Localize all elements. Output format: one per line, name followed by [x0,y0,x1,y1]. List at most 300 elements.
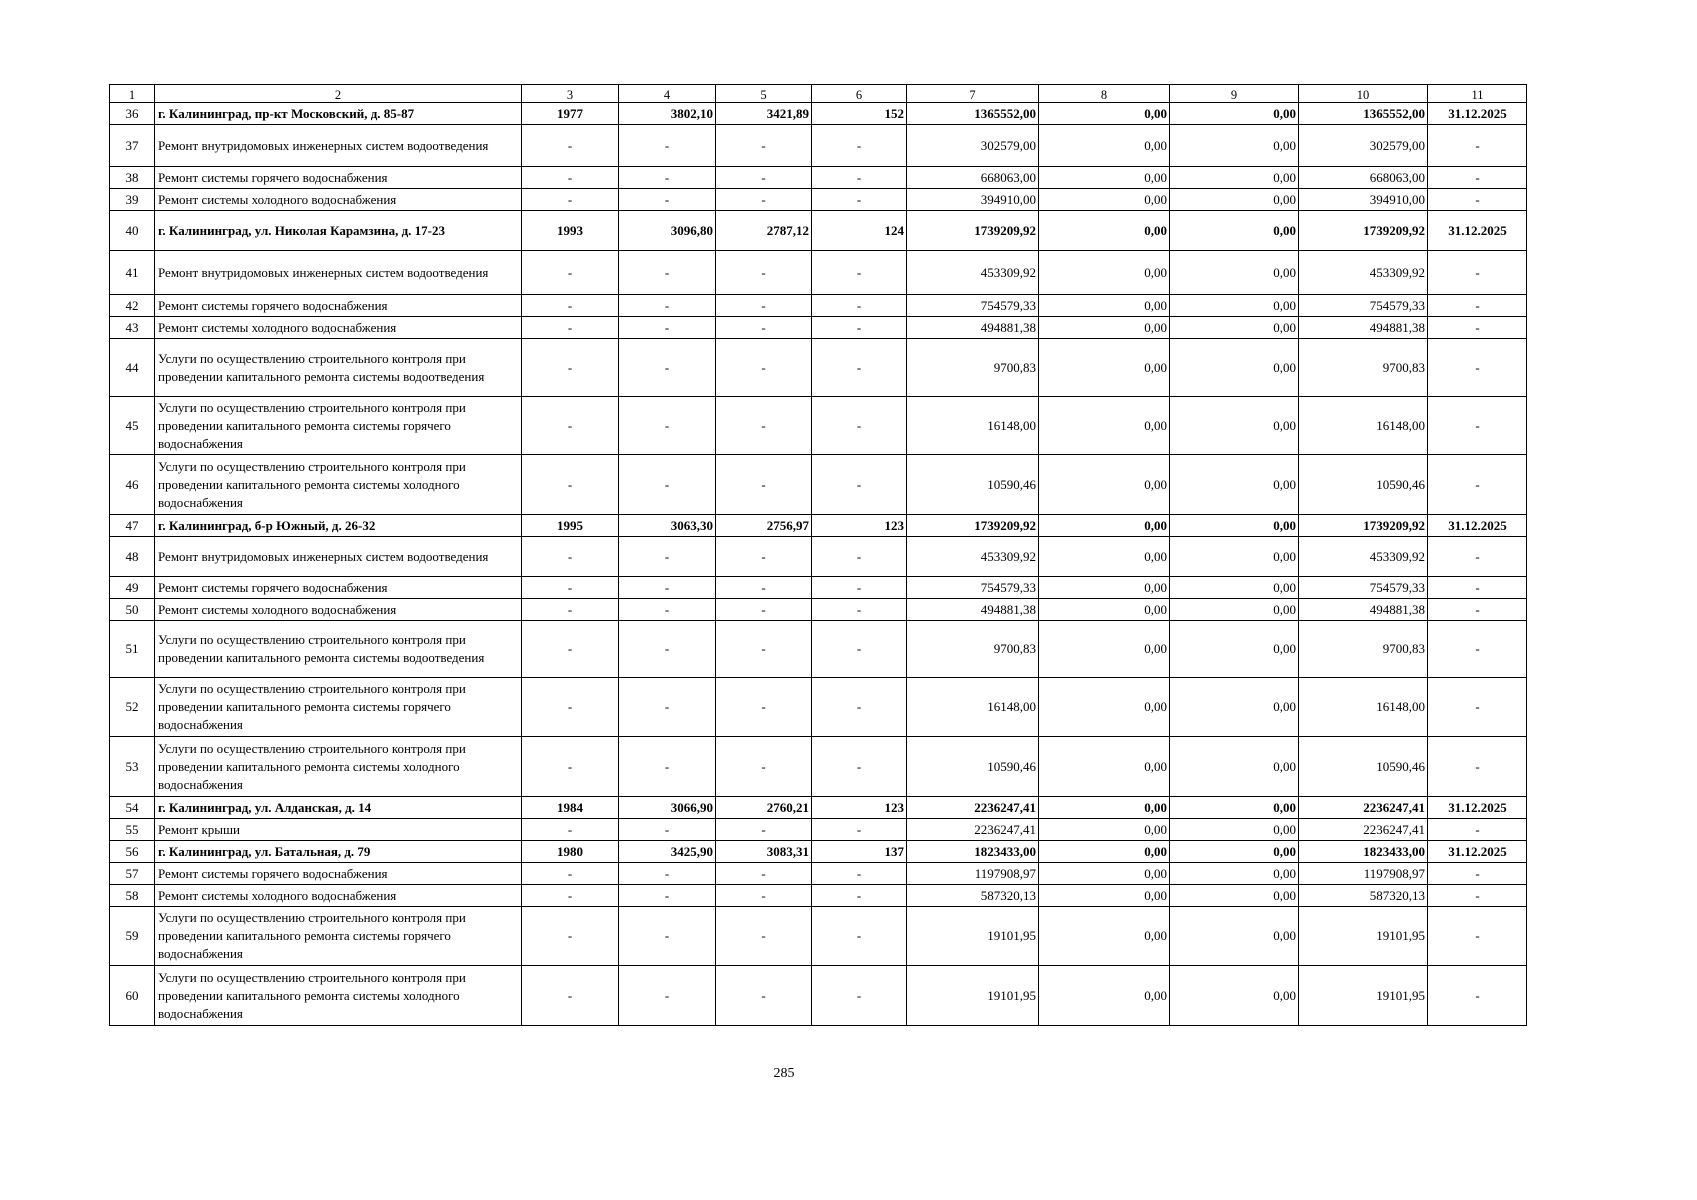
work-description-cell [154,884,521,906]
deadline-cell [1427,188,1527,210]
row-number-cell [109,818,154,840]
header-col-2-text: 2 [334,88,342,102]
header-col-8-text: 8 [1100,88,1108,102]
fund-a-cell-text: 0,00 [1144,548,1167,564]
fund-b-cell [1169,620,1298,677]
year-cell [521,536,618,576]
area-living-cell [715,124,811,166]
area-total-cell-text: - [664,821,670,837]
work-description-cell-text: Услуги по осуществлению строительного контроля при проведении капитального ремонта системы горячего водоснабжения [158,681,466,732]
area-living-cell-text: - [761,987,766,1003]
row-number-cell [109,102,154,124]
residents-cell-text: 124 [884,222,904,238]
year-cell [521,166,618,188]
work-description-cell [154,294,521,316]
fund-c-cell-text: 302579,00 [1369,137,1425,153]
row-number-cell [109,514,154,536]
fund-c-cell-text: 754579,33 [1369,297,1425,313]
cost-total-cell-text: 302579,00 [980,137,1036,153]
row-number-cell-text: 59 [125,928,139,943]
deadline-cell-text: - [1475,137,1480,153]
row-number-cell [109,796,154,818]
area-living-cell [715,166,811,188]
residents-cell-text: - [856,137,862,153]
row-number-cell-text: 44 [125,359,139,375]
area-living-cell-text: - [761,417,766,433]
row-number-cell [109,316,154,338]
cost-total-cell [906,514,1038,536]
cost-total-cell [906,316,1038,338]
residents-cell [811,796,906,818]
year-cell-text: 1977 [557,105,583,121]
work-description-cell [154,736,521,796]
row-number-cell-text: 38 [125,169,139,185]
work-description-cell [154,102,521,124]
fund-c-cell [1298,250,1427,294]
cost-total-cell-text: 9700,83 [993,641,1036,656]
deadline-cell [1427,906,1527,965]
year-cell-text: - [567,264,573,280]
fund-b-cell [1169,576,1298,598]
area-total-cell-text: - [664,137,670,153]
residents-cell [811,620,906,677]
area-total-cell-text: 3066,90 [670,799,713,815]
area-total-cell [618,620,715,677]
fund-b-cell [1169,862,1298,884]
fund-b-cell-text: 0,00 [1273,928,1296,943]
row-number-cell [109,166,154,188]
row-number-cell-text: 41 [125,264,139,280]
cost-total-cell-text: 1365552,00 [974,105,1036,121]
work-description-cell-text: Ремонт внутридомовых инженерных систем водоотведения [158,264,489,280]
deadline-cell-text: - [1475,699,1480,714]
deadline-cell-text: - [1475,548,1480,564]
area-total-cell [618,862,715,884]
cost-total-cell-text: 10590,46 [987,476,1036,492]
fund-b-cell [1169,677,1298,736]
fund-a-cell-text: 0,00 [1144,417,1167,433]
deadline-cell-text: - [1475,476,1480,492]
work-description-cell-text: Услуги по осуществлению строительного контроля при проведении капитального ремонта системы горячего водоснабжения [158,399,466,451]
fund-a-cell [1038,454,1169,514]
fund-a-cell-text: 0,00 [1144,517,1167,533]
work-description-cell [154,316,521,338]
work-description-cell-text: Ремонт системы горячего водоснабжения [158,579,388,595]
fund-c-cell-text: 587320,13 [1369,887,1425,903]
fund-c-cell-text: 10590,46 [1376,758,1425,774]
work-description-cell [154,840,521,862]
area-total-cell [618,677,715,736]
cost-total-cell [906,736,1038,796]
residents-cell-text: - [856,758,862,774]
cost-total-cell-text: 16148,00 [987,699,1036,714]
deadline-cell-text: - [1475,319,1480,335]
work-description-cell [154,396,521,454]
work-description-cell [154,796,521,818]
cost-total-cell [906,396,1038,454]
header-col-6 [811,84,906,102]
area-total-cell [618,576,715,598]
work-description-cell-text: Услуги по осуществлению строительного контроля при проведении капитального ремонта системы холодного водоснабжения [158,969,466,1021]
cost-total-cell-text: 754579,33 [980,297,1036,313]
fund-a-cell-text: 0,00 [1144,928,1167,943]
year-cell [521,884,618,906]
deadline-cell [1427,736,1527,796]
cost-total-cell-text: 10590,46 [987,758,1036,774]
fund-a-cell-text: 0,00 [1144,758,1167,774]
deadline-cell [1427,677,1527,736]
fund-a-cell-text: 0,00 [1144,476,1167,492]
year-cell [521,796,618,818]
fund-a-cell [1038,796,1169,818]
deadline-cell [1427,620,1527,677]
deadline-cell [1427,536,1527,576]
cost-total-cell-text: 494881,38 [980,601,1036,617]
fund-b-cell [1169,294,1298,316]
area-living-cell [715,250,811,294]
fund-c-cell [1298,965,1427,1025]
fund-c-cell [1298,338,1427,396]
area-total-cell-text: - [664,601,670,617]
header-col-10 [1298,84,1427,102]
area-total-cell-text: - [664,319,670,335]
cost-total-cell [906,454,1038,514]
deadline-cell [1427,576,1527,598]
fund-b-cell-text: 0,00 [1273,601,1296,617]
row-number-cell-text: 55 [125,821,139,837]
area-living-cell [715,906,811,965]
fund-b-cell-text: 0,00 [1273,264,1296,280]
area-living-cell [715,536,811,576]
area-total-cell [618,965,715,1025]
work-description-cell [154,166,521,188]
fund-a-cell [1038,677,1169,736]
residents-cell [811,188,906,210]
fund-c-cell [1298,906,1427,965]
cost-total-cell-text: 2236247,41 [974,799,1036,815]
fund-c-cell [1298,316,1427,338]
area-living-cell [715,338,811,396]
fund-b-cell-text: 0,00 [1273,222,1296,238]
budget-table [109,84,1527,1039]
row-number-cell-text: 43 [125,319,139,335]
fund-c-cell-text: 9700,83 [1382,641,1425,656]
residents-cell-text: - [856,548,862,564]
header-col-3 [521,84,618,102]
row-number-cell [109,124,154,166]
row-number-cell [109,576,154,598]
work-description-cell [154,338,521,396]
fund-b-cell [1169,906,1298,965]
deadline-cell-text: - [1475,865,1480,881]
fund-c-cell [1298,210,1427,250]
deadline-cell [1427,454,1527,514]
row-number-cell-text: 42 [125,297,139,313]
fund-b-cell [1169,796,1298,818]
deadline-cell-text: 31.12.2025 [1448,843,1507,859]
work-description-cell-text: г. Калининград, ул. Алданская, д. 14 [158,799,372,815]
fund-b-cell [1169,102,1298,124]
fund-a-cell-text: 0,00 [1144,222,1167,238]
area-living-cell-text: - [761,359,766,375]
year-cell [521,210,618,250]
row-number-cell-text: 39 [125,191,139,207]
fund-c-cell-text: 453309,92 [1369,548,1425,564]
header-col-7 [906,84,1038,102]
residents-cell [811,316,906,338]
cost-total-cell-text: 668063,00 [980,169,1036,185]
cost-total-cell-text: 19101,95 [987,928,1036,943]
deadline-cell [1427,965,1527,1025]
area-total-cell-text: - [664,865,670,881]
row-number-cell [109,396,154,454]
deadline-cell [1427,102,1527,124]
fund-c-cell-text: 494881,38 [1369,601,1425,617]
work-description-cell-text: г. Калининград, б-р Южный, д. 26-32 [158,517,376,533]
work-description-cell [154,210,521,250]
area-total-cell-text: - [664,641,670,656]
fund-c-cell-text: 453309,92 [1369,264,1425,280]
year-cell [521,294,618,316]
area-total-cell-text: - [664,579,670,595]
year-cell [521,102,618,124]
residents-cell [811,210,906,250]
work-description-cell [154,818,521,840]
cost-total-cell [906,598,1038,620]
area-total-cell [618,316,715,338]
fund-a-cell [1038,338,1169,396]
work-description-cell-text: Ремонт системы горячего водоснабжения [158,297,388,313]
row-number-cell-text: 48 [125,548,139,564]
deadline-cell [1427,884,1527,906]
row-number-cell-text: 57 [125,865,139,881]
row-number-cell [109,840,154,862]
deadline-cell-text: 31.12.2025 [1448,517,1507,533]
residents-cell-text: 152 [884,105,904,121]
work-description-cell-text: Услуги по осуществлению строительного контроля при проведении капитального ремонта системы водоотведения [158,632,485,665]
work-description-cell [154,906,521,965]
cost-total-cell-text: 587320,13 [980,887,1036,903]
fund-a-cell [1038,294,1169,316]
work-description-cell [154,862,521,884]
area-living-cell-text: 3083,31 [766,843,809,859]
year-cell [521,736,618,796]
area-living-cell-text: - [761,579,766,595]
cost-total-cell-text: 494881,38 [980,319,1036,335]
fund-a-cell [1038,210,1169,250]
row-number-cell-text: 37 [125,137,139,153]
residents-cell-text: - [856,579,862,595]
area-living-cell [715,396,811,454]
area-living-cell [715,620,811,677]
area-living-cell [715,677,811,736]
residents-cell [811,102,906,124]
fund-a-cell-text: 0,00 [1144,264,1167,280]
fund-b-cell-text: 0,00 [1273,641,1296,656]
year-cell [521,124,618,166]
deadline-cell [1427,862,1527,884]
deadline-cell-text: - [1475,264,1480,280]
year-cell-text: - [567,601,573,617]
fund-b-cell-text: 0,00 [1273,191,1296,207]
header-col-11 [1427,84,1527,102]
area-living-cell-text: - [761,821,766,837]
work-description-cell-text: Ремонт системы холодного водоснабжения [158,319,397,335]
fund-a-cell [1038,316,1169,338]
deadline-cell [1427,294,1527,316]
row-number-cell [109,884,154,906]
year-cell-text: - [567,821,573,837]
fund-b-cell-text: 0,00 [1273,137,1296,153]
work-description-cell-text: г. Калининград, ул. Николая Карамзина, д. 17-23 [158,222,446,238]
area-total-cell [618,124,715,166]
area-living-cell-text: - [761,865,766,881]
fund-a-cell [1038,818,1169,840]
area-total-cell [618,338,715,396]
fund-b-cell-text: 0,00 [1273,579,1296,595]
fund-c-cell-text: 16148,00 [1376,417,1425,433]
deadline-cell-text: - [1475,417,1480,433]
area-living-cell [715,294,811,316]
header-col-5-text: 5 [760,88,767,102]
work-description-cell-text: Услуги по осуществлению строительного контроля при проведении капитального ремонта системы горячего водоснабжения [158,910,466,961]
page-number: 285 [773,1066,795,1081]
residents-cell [811,514,906,536]
year-cell [521,576,618,598]
fund-a-cell-text: 0,00 [1144,699,1167,714]
row-number-cell-text: 51 [125,641,139,656]
deadline-cell-text: - [1475,359,1480,375]
cost-total-cell [906,210,1038,250]
year-cell-text: - [567,865,573,881]
area-total-cell [618,536,715,576]
area-living-cell-text: 2787,12 [766,222,809,238]
fund-a-cell [1038,536,1169,576]
area-total-cell [618,514,715,536]
year-cell [521,840,618,862]
fund-b-cell-text: 0,00 [1273,517,1296,533]
year-cell-text: - [567,319,573,335]
row-number-cell [109,338,154,396]
area-living-cell-text: - [761,758,766,774]
deadline-cell-text: - [1475,887,1480,903]
row-number-cell [109,736,154,796]
fund-a-cell [1038,166,1169,188]
row-number-cell-text: 46 [125,476,139,492]
fund-b-cell [1169,598,1298,620]
fund-a-cell-text: 0,00 [1144,601,1167,617]
fund-a-cell [1038,250,1169,294]
fund-b-cell-text: 0,00 [1273,319,1296,335]
fund-c-cell [1298,576,1427,598]
residents-cell-text: - [856,319,862,335]
area-living-cell [715,736,811,796]
residents-cell [811,396,906,454]
deadline-cell [1427,396,1527,454]
area-total-cell [618,818,715,840]
work-description-cell-text: Ремонт внутридомовых инженерных систем водоотведения [158,137,489,153]
cost-total-cell-text: 1739209,92 [974,222,1036,238]
area-total-cell [618,396,715,454]
deadline-cell [1427,316,1527,338]
year-cell [521,818,618,840]
fund-a-cell-text: 0,00 [1144,169,1167,185]
row-number-cell-text: 52 [125,699,139,714]
area-living-cell [715,188,811,210]
fund-a-cell [1038,862,1169,884]
year-cell [521,338,618,396]
area-living-cell [715,454,811,514]
area-living-cell [715,965,811,1025]
deadline-cell-text: - [1475,641,1480,656]
row-number-cell [109,862,154,884]
area-total-cell [618,796,715,818]
fund-b-cell-text: 0,00 [1273,548,1296,564]
fund-b-cell [1169,536,1298,576]
residents-cell-text: - [856,887,862,903]
area-living-cell [715,884,811,906]
work-description-cell-text: Услуги по осуществлению строительного контроля при проведении капитального ремонта системы холодного водоснабжения [158,458,466,510]
residents-cell-text: 137 [884,843,904,859]
fund-b-cell [1169,188,1298,210]
area-living-cell-text: - [761,191,766,207]
fund-a-cell-text: 0,00 [1144,359,1167,375]
row-number-cell-text: 47 [125,517,139,533]
fund-c-cell [1298,598,1427,620]
header-col-9 [1169,84,1298,102]
area-total-cell [618,250,715,294]
area-living-cell [715,598,811,620]
cost-total-cell-text: 1823433,00 [974,843,1036,859]
year-cell-text: - [567,548,573,564]
deadline-cell-text: - [1475,821,1480,837]
row-number-cell-text: 49 [125,579,139,595]
cost-total-cell-text: 2236247,41 [974,821,1036,837]
fund-a-cell [1038,965,1169,1025]
year-cell [521,862,618,884]
area-living-cell-text: 3421,89 [766,105,809,121]
cost-total-cell [906,576,1038,598]
residents-cell-text: - [856,865,862,881]
area-total-cell-text: - [664,264,670,280]
fund-c-cell [1298,840,1427,862]
fund-c-cell-text: 1739209,92 [1363,517,1425,533]
cost-total-cell [906,862,1038,884]
row-number-cell-text: 60 [125,987,139,1003]
row-number-cell [109,965,154,1025]
fund-a-cell [1038,884,1169,906]
fund-c-cell [1298,536,1427,576]
work-description-cell-text: г. Калининград, ул. Батальная, д. 79 [158,843,371,859]
year-cell-text: - [567,699,573,714]
residents-cell-text: 123 [884,517,904,533]
year-cell-text: - [567,987,573,1003]
work-description-cell [154,250,521,294]
residents-cell [811,454,906,514]
fund-a-cell-text: 0,00 [1144,865,1167,881]
year-cell-text: - [567,579,573,595]
area-total-cell [618,188,715,210]
row-number-cell [109,250,154,294]
area-living-cell [715,102,811,124]
residents-cell-text: - [856,928,862,943]
area-total-cell [618,210,715,250]
cost-total-cell [906,796,1038,818]
area-living-cell-text: - [761,641,766,656]
row-number-cell-text: 53 [125,758,139,774]
fund-b-cell [1169,210,1298,250]
deadline-cell-text: - [1475,928,1480,943]
